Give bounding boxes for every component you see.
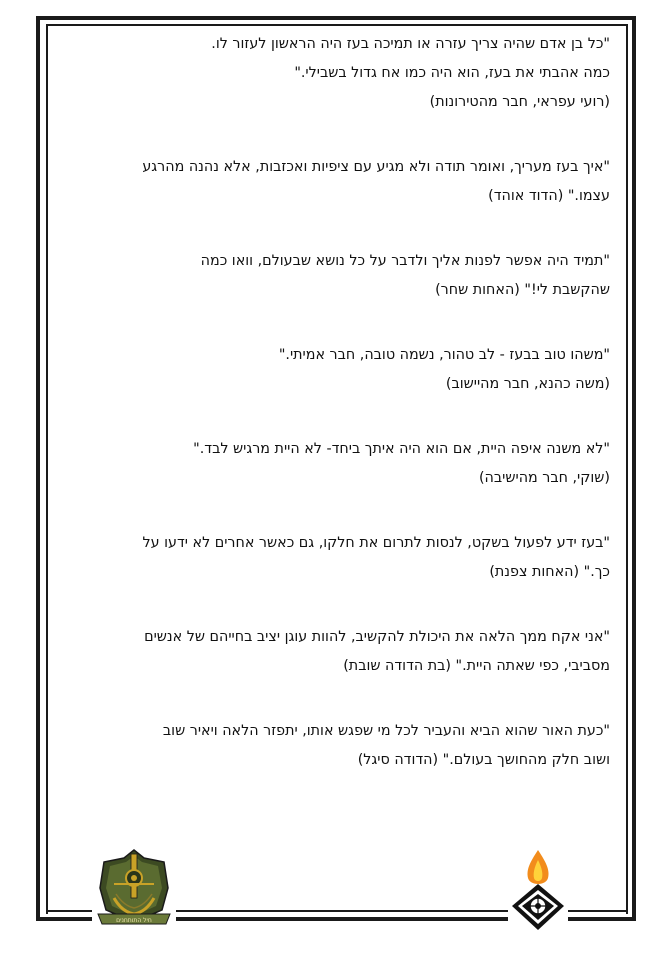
quote-attribution: (רועי עפראי, חבר מהטירונות) [429,94,610,110]
quote-block-2 [60,153,610,211]
frame-bottom-inner-left [46,910,92,912]
quote-line: "לא משנה איפה היית, אם הוא היה איתך ביחד- לא היית מרגיש לבד." [193,441,610,457]
quote-line: "משהו טוב בבעז - לב טהור, נשמה טובה, חבר אמיתי." [278,347,610,363]
quote-line: "כל בן אדם שהיה צריך עזרה או תמיכה בעז היה הראשון לעזור לו. [211,36,610,52]
quote-line: ושוב חלק מהחושך בעולם." (הדודה סיגל) [357,752,610,768]
quote-line: "איך בעז מעריך, ואומר תודה ולא מגיע עם ציפיות ואכזבות, אלא נהנה מהרגע [142,159,610,175]
quotes-section [60,30,610,811]
frame-bottom-border-left [36,917,92,921]
quote-line: "תמיד היה אפשר לפנות אליך ולדבר על כל נושא שבעולם, וואו כמה [200,253,610,269]
quote-line: שהקשבת לי!" (האחות שחר) [435,282,610,298]
artillery-corps-emblem-icon [92,848,176,928]
frame-bottom-inner-right [568,910,628,912]
quote-line: כך." (האחות צפנת) [489,564,610,580]
frame-right-border [632,16,636,921]
frame-top-border [40,16,636,20]
quote-block-7 [60,623,610,681]
quote-line: מסביבי, כפי שאתה היית." (בת הדודה שובת) [343,658,610,674]
quote-block-1 [60,30,610,117]
frame-bottom-border-middle [176,917,508,921]
quote-block-8 [60,717,610,775]
quote-block-3 [60,247,610,305]
frame-inner-left-line [46,24,48,914]
quote-block-5 [60,435,610,493]
frame-bottom-inner-middle [176,910,508,912]
frame-inner-top-line [46,24,628,26]
frame-inner-right-line [626,24,628,914]
svg-text:חיל התותחנים: חיל התותחנים [116,917,152,924]
quote-block-6 [60,529,610,587]
memorial-flame-emblem-icon [508,848,568,932]
quote-line: "בעז ידע לפעול בשקט, לנסות לתרום את חלקו, גם כאשר אחרים לא ידעו על [142,535,610,551]
quote-line: עצמו." (הדוד אוהד) [488,188,610,204]
quote-attribution: (משה כהנא, חבר מהיישוב) [445,376,610,392]
quote-attribution: (שוקי, חבר מהישיבה) [478,470,610,486]
quote-line: כמה אהבתי את בעז, הוא היה כמו אח גדול בשבילי." [294,65,610,81]
quote-line: "כעת האור שהוא הביא והעביר לכל מי שפגש אותו, יתפזר הלאה ויאיר שוב [162,723,610,739]
frame-bottom-border-right [568,917,636,921]
quote-block-4 [60,341,610,399]
frame-left-border [36,16,40,921]
quote-line: "אני אקח ממך הלאה את היכולת להקשיב, להוות עוגן יציב בחייהם של אנשים [144,629,610,645]
